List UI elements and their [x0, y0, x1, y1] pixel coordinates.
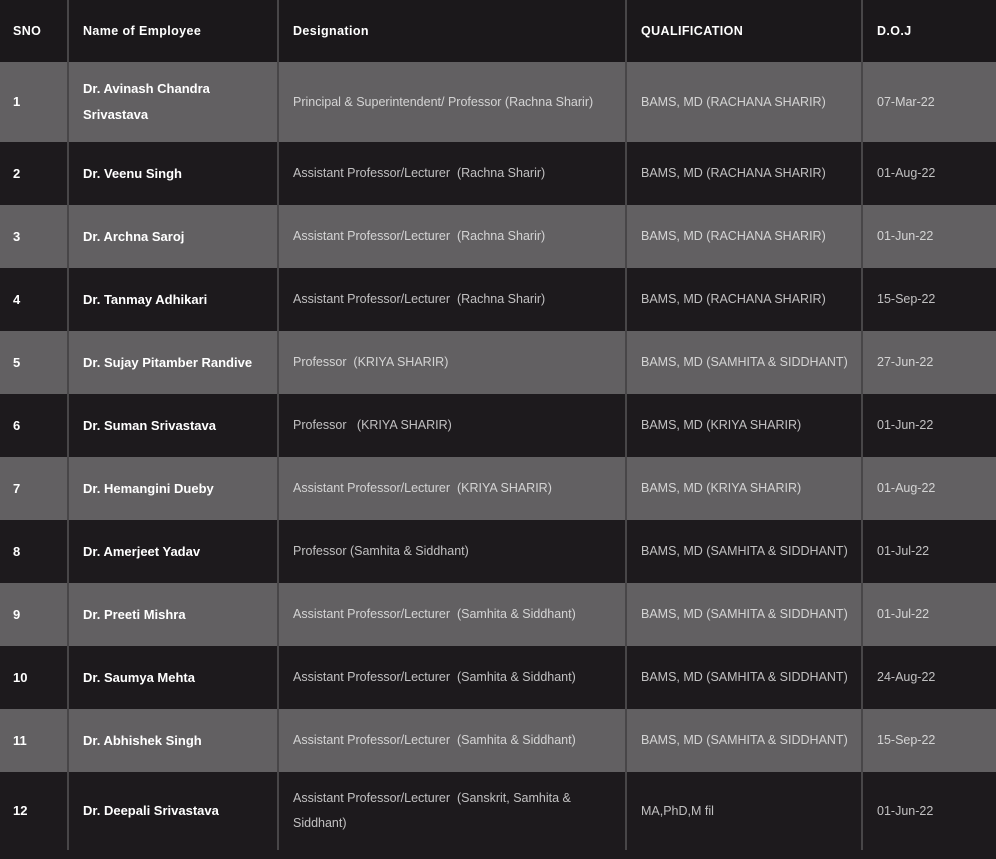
- table-row: [0, 646, 996, 709]
- qualification-cell: BAMS, MD (SAMHITA & SIDDHANT): [626, 709, 862, 772]
- table-row: [0, 205, 996, 268]
- sno-cell: 10: [0, 646, 68, 709]
- designation-cell: Assistant Professor/Lecturer (Rachna Sharir): [278, 142, 626, 205]
- doj-cell: 01-Jul-22: [862, 583, 996, 646]
- designation-cell: Principal & Superintendent/ Professor (Rachna Sharir): [278, 62, 626, 142]
- header-sno: SNO: [0, 0, 68, 62]
- employee-name-cell: Dr. Deepali Srivastava: [68, 772, 278, 850]
- employee-name-cell: Dr. Hemangini Dueby: [68, 457, 278, 520]
- sno-cell: 3: [0, 205, 68, 268]
- qualification-cell: BAMS, MD (SAMHITA & SIDDHANT): [626, 583, 862, 646]
- doj-cell: 01-Aug-22: [862, 142, 996, 205]
- sno-cell: 2: [0, 142, 68, 205]
- doj-cell: 27-Jun-22: [862, 331, 996, 394]
- doj-cell: 24-Aug-22: [862, 646, 996, 709]
- employee-name-cell: Dr. Sujay Pitamber Randive: [68, 331, 278, 394]
- designation-cell: Professor (Samhita & Siddhant): [278, 520, 626, 583]
- employee-name-cell: Dr. Veenu Singh: [68, 142, 278, 205]
- employee-name-cell: Dr. Preeti Mishra: [68, 583, 278, 646]
- table-row: [0, 457, 996, 520]
- qualification-cell: MA,PhD,M fil: [626, 772, 862, 850]
- header-name: Name of Employee: [68, 0, 278, 62]
- designation-cell: Assistant Professor/Lecturer (Samhita & Siddhant): [278, 646, 626, 709]
- employee-name-cell: Dr. Amerjeet Yadav: [68, 520, 278, 583]
- designation-cell: Assistant Professor/Lecturer (Samhita & Siddhant): [278, 583, 626, 646]
- table-row: [0, 772, 996, 850]
- table-row: [0, 709, 996, 772]
- table-header-row: [0, 0, 996, 62]
- sno-cell: 1: [0, 62, 68, 142]
- sno-cell: 8: [0, 520, 68, 583]
- qualification-cell: BAMS, MD (RACHANA SHARIR): [626, 142, 862, 205]
- header-qualification: QUALIFICATION: [626, 0, 862, 62]
- doj-cell: 01-Jun-22: [862, 205, 996, 268]
- employee-name-cell: Dr. Abhishek Singh: [68, 709, 278, 772]
- qualification-cell: BAMS, MD (RACHANA SHARIR): [626, 268, 862, 331]
- doj-cell: 01-Jul-22: [862, 520, 996, 583]
- doj-cell: 15-Sep-22: [862, 709, 996, 772]
- table-row: [0, 62, 996, 142]
- qualification-cell: BAMS, MD (SAMHITA & SIDDHANT): [626, 520, 862, 583]
- qualification-cell: BAMS, MD (RACHANA SHARIR): [626, 205, 862, 268]
- designation-cell: Professor (KRIYA SHARIR): [278, 394, 626, 457]
- doj-cell: 07-Mar-22: [862, 62, 996, 142]
- table-row: [0, 583, 996, 646]
- designation-cell: Assistant Professor/Lecturer (Sanskrit, Samhita & Siddhant): [278, 772, 626, 850]
- header-designation: Designation: [278, 0, 626, 62]
- sno-cell: 6: [0, 394, 68, 457]
- employee-name-cell: Dr. Suman Srivastava: [68, 394, 278, 457]
- employee-name-cell: Dr. Saumya Mehta: [68, 646, 278, 709]
- table-row: [0, 142, 996, 205]
- employee-name-cell: Dr. Tanmay Adhikari: [68, 268, 278, 331]
- sno-cell: 9: [0, 583, 68, 646]
- qualification-cell: BAMS, MD (KRIYA SHARIR): [626, 457, 862, 520]
- designation-cell: Assistant Professor/Lecturer (Samhita & Siddhant): [278, 709, 626, 772]
- doj-cell: 01-Jun-22: [862, 394, 996, 457]
- table-row: [0, 520, 996, 583]
- qualification-cell: BAMS, MD (KRIYA SHARIR): [626, 394, 862, 457]
- designation-cell: Professor (KRIYA SHARIR): [278, 331, 626, 394]
- designation-cell: Assistant Professor/Lecturer (Rachna Sharir): [278, 205, 626, 268]
- designation-cell: Assistant Professor/Lecturer (KRIYA SHARIR): [278, 457, 626, 520]
- qualification-cell: BAMS, MD (SAMHITA & SIDDHANT): [626, 331, 862, 394]
- doj-cell: 01-Jun-22: [862, 772, 996, 850]
- sno-cell: 5: [0, 331, 68, 394]
- sno-cell: 7: [0, 457, 68, 520]
- designation-cell: Assistant Professor/Lecturer (Rachna Sharir): [278, 268, 626, 331]
- sno-cell: 4: [0, 268, 68, 331]
- employee-name-cell: Dr. Avinash Chandra Srivastava: [68, 62, 278, 142]
- sno-cell: 12: [0, 772, 68, 850]
- table-row: [0, 394, 996, 457]
- qualification-cell: BAMS, MD (RACHANA SHARIR): [626, 62, 862, 142]
- doj-cell: 15-Sep-22: [862, 268, 996, 331]
- header-doj: D.O.J: [862, 0, 996, 62]
- employee-name-cell: Dr. Archna Saroj: [68, 205, 278, 268]
- sno-cell: 11: [0, 709, 68, 772]
- table-row: [0, 268, 996, 331]
- table-row: [0, 331, 996, 394]
- qualification-cell: BAMS, MD (SAMHITA & SIDDHANT): [626, 646, 862, 709]
- doj-cell: 01-Aug-22: [862, 457, 996, 520]
